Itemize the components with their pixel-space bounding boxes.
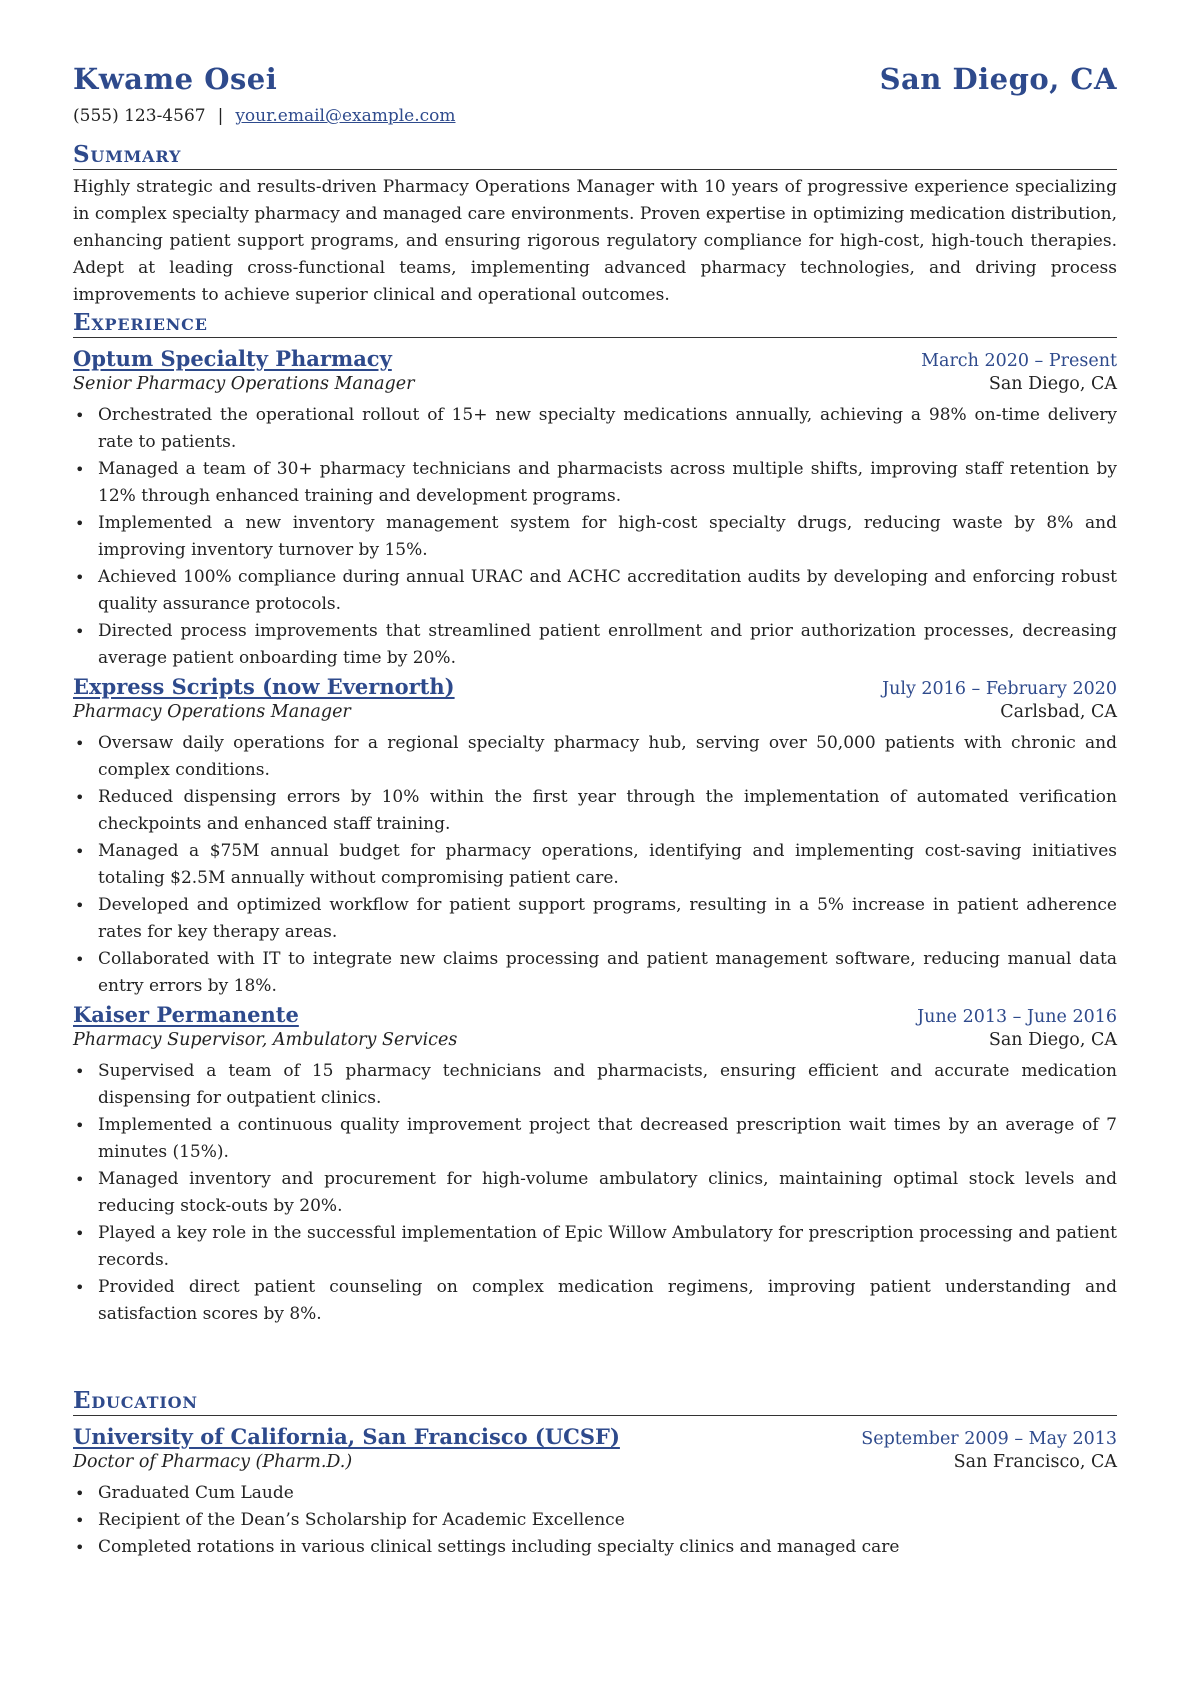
job-location: San Diego, CA <box>988 1030 1117 1050</box>
list-item: • Managed inventory and procurement for high-volume ambulatory clinics, maintaining optimal stock levels and reducing stock-outs by 20%. <box>98 1166 1117 1220</box>
job-dates: June 2013 – June 2016 <box>917 1007 1117 1027</box>
summary-section <box>73 142 1117 309</box>
list-item: • Graduated Cum Laude <box>98 1480 1117 1507</box>
employer-link[interactable]: Kaiser Permanente <box>73 1002 299 1027</box>
job-bullets <box>73 402 1117 672</box>
contact-line <box>73 106 1117 126</box>
job-subheader <box>73 702 1117 722</box>
job-location: San Diego, CA <box>988 374 1117 394</box>
list-item: • Directed process improvements that streamlined patient enrollment and prior authorization processes, decreasing average patient onboarding time by 20%. <box>98 618 1117 672</box>
section-title-summary: Summary <box>73 142 1117 170</box>
job-dates: July 2016 – February 2020 <box>882 679 1117 699</box>
job-header <box>73 674 1117 699</box>
job-header <box>73 1002 1117 1027</box>
list-item: • Reduced dispensing errors by 10% within the first year through the implementation of automated verification checkpoints and enhanced staff training. <box>98 784 1117 838</box>
list-item: • Implemented a continuous quality improvement project that decreased prescription wait times by an average of 7 minutes (15%). <box>98 1112 1117 1166</box>
section-title-experience: Experience <box>73 310 1117 338</box>
employer-link[interactable]: Optum Specialty Pharmacy <box>73 346 392 371</box>
job-title: Senior Pharmacy Operations Manager <box>73 374 415 394</box>
job-bullets <box>73 1058 1117 1328</box>
education-entry-ucsf <box>73 1424 1117 1561</box>
job-dates: March 2020 – Present <box>921 351 1117 371</box>
job-location: Carlsbad, CA <box>1000 702 1117 722</box>
job-entry-kaiser <box>73 1002 1117 1328</box>
list-item: • Orchestrated the operational rollout of 15+ new specialty medications annually, achieving a 98% on-time delivery rate to patients. <box>98 402 1117 456</box>
job-entry-optum <box>73 346 1117 672</box>
school-link[interactable]: University of California, San Francisco (UCSF) <box>73 1424 620 1449</box>
education-section <box>73 1388 1117 1561</box>
candidate-location: San Diego, CA <box>879 62 1117 96</box>
list-item: • Collaborated with IT to integrate new claims processing and patient management software, reducing manual data entry errors by 18%. <box>98 946 1117 1000</box>
list-item: • Achieved 100% compliance during annual URAC and ACHC accreditation audits by developing and enforcing robust quality assurance protocols. <box>98 564 1117 618</box>
job-subheader <box>73 374 1117 394</box>
education-bullets <box>73 1480 1117 1561</box>
degree-title: Doctor of Pharmacy (Pharm.D.) <box>73 1452 353 1472</box>
experience-section <box>73 310 1117 1328</box>
resume-header <box>73 62 1117 126</box>
education-subheader <box>73 1452 1117 1472</box>
job-entry-express-scripts <box>73 674 1117 1000</box>
list-item: • Managed a $75M annual budget for pharmacy operations, identifying and implementing cost-saving initiatives totaling $2.5M annually without compromising patient care. <box>98 838 1117 892</box>
job-title: Pharmacy Operations Manager <box>73 702 351 722</box>
list-item: • Developed and optimized workflow for patient support programs, resulting in a 5% increase in patient adherence rates for key therapy areas. <box>98 892 1117 946</box>
job-header <box>73 346 1117 371</box>
list-item: • Managed a team of 30+ pharmacy technicians and pharmacists across multiple shifts, improving staff retention by 12% through enhanced training and development programs. <box>98 456 1117 510</box>
list-item: • Recipient of the Dean’s Scholarship for Academic Excellence <box>98 1507 1117 1534</box>
phone-number: (555) 123-4567 <box>73 106 206 126</box>
summary-text: Highly strategic and results-driven Pharmacy Operations Manager with 10 years of progressive experience specializing in complex specialty pharmacy and managed care environments. Proven expertise in optimizing medication distribution, enhancing patient support programs, and ensuring rigorous regulatory compliance for high-cost, high-touch therapies. Adept at leading cross-functional teams, implementing advanced pharmacy technologies, and driving process improvements to achieve superior clinical and operational outcomes. <box>73 177 1117 305</box>
education-header <box>73 1424 1117 1449</box>
list-item: • Oversaw daily operations for a regional specialty pharmacy hub, serving over 50,000 patients with chronic and complex conditions. <box>98 730 1117 784</box>
section-title-education: Education <box>73 1388 1117 1416</box>
employer-link[interactable]: Express Scripts (now Evernorth) <box>73 674 455 699</box>
header-top-row <box>73 62 1117 96</box>
job-subheader <box>73 1030 1117 1050</box>
list-item: • Provided direct patient counseling on complex medication regimens, improving patient understanding and satisfaction scores by 8%. <box>98 1274 1117 1328</box>
job-bullets <box>73 730 1117 1000</box>
education-dates: September 2009 – May 2013 <box>861 1429 1117 1449</box>
contact-separator: | <box>217 106 224 126</box>
list-item: • Supervised a team of 15 pharmacy technicians and pharmacists, ensuring efficient and accurate medication dispensing for outpatient clinics. <box>98 1058 1117 1112</box>
list-item: • Implemented a new inventory management system for high-cost specialty drugs, reducing waste by 8% and improving inventory turnover by 15%. <box>98 510 1117 564</box>
candidate-name: Kwame Osei <box>73 62 278 96</box>
job-title: Pharmacy Supervisor, Ambulatory Services <box>73 1030 458 1050</box>
list-item: • Played a key role in the successful implementation of Epic Willow Ambulatory for prescription processing and patient records. <box>98 1220 1117 1274</box>
email-link[interactable]: your.email@example.com <box>235 106 456 126</box>
list-item: • Completed rotations in various clinical settings including specialty clinics and managed care <box>98 1534 1117 1561</box>
school-location: San Francisco, CA <box>953 1452 1117 1472</box>
